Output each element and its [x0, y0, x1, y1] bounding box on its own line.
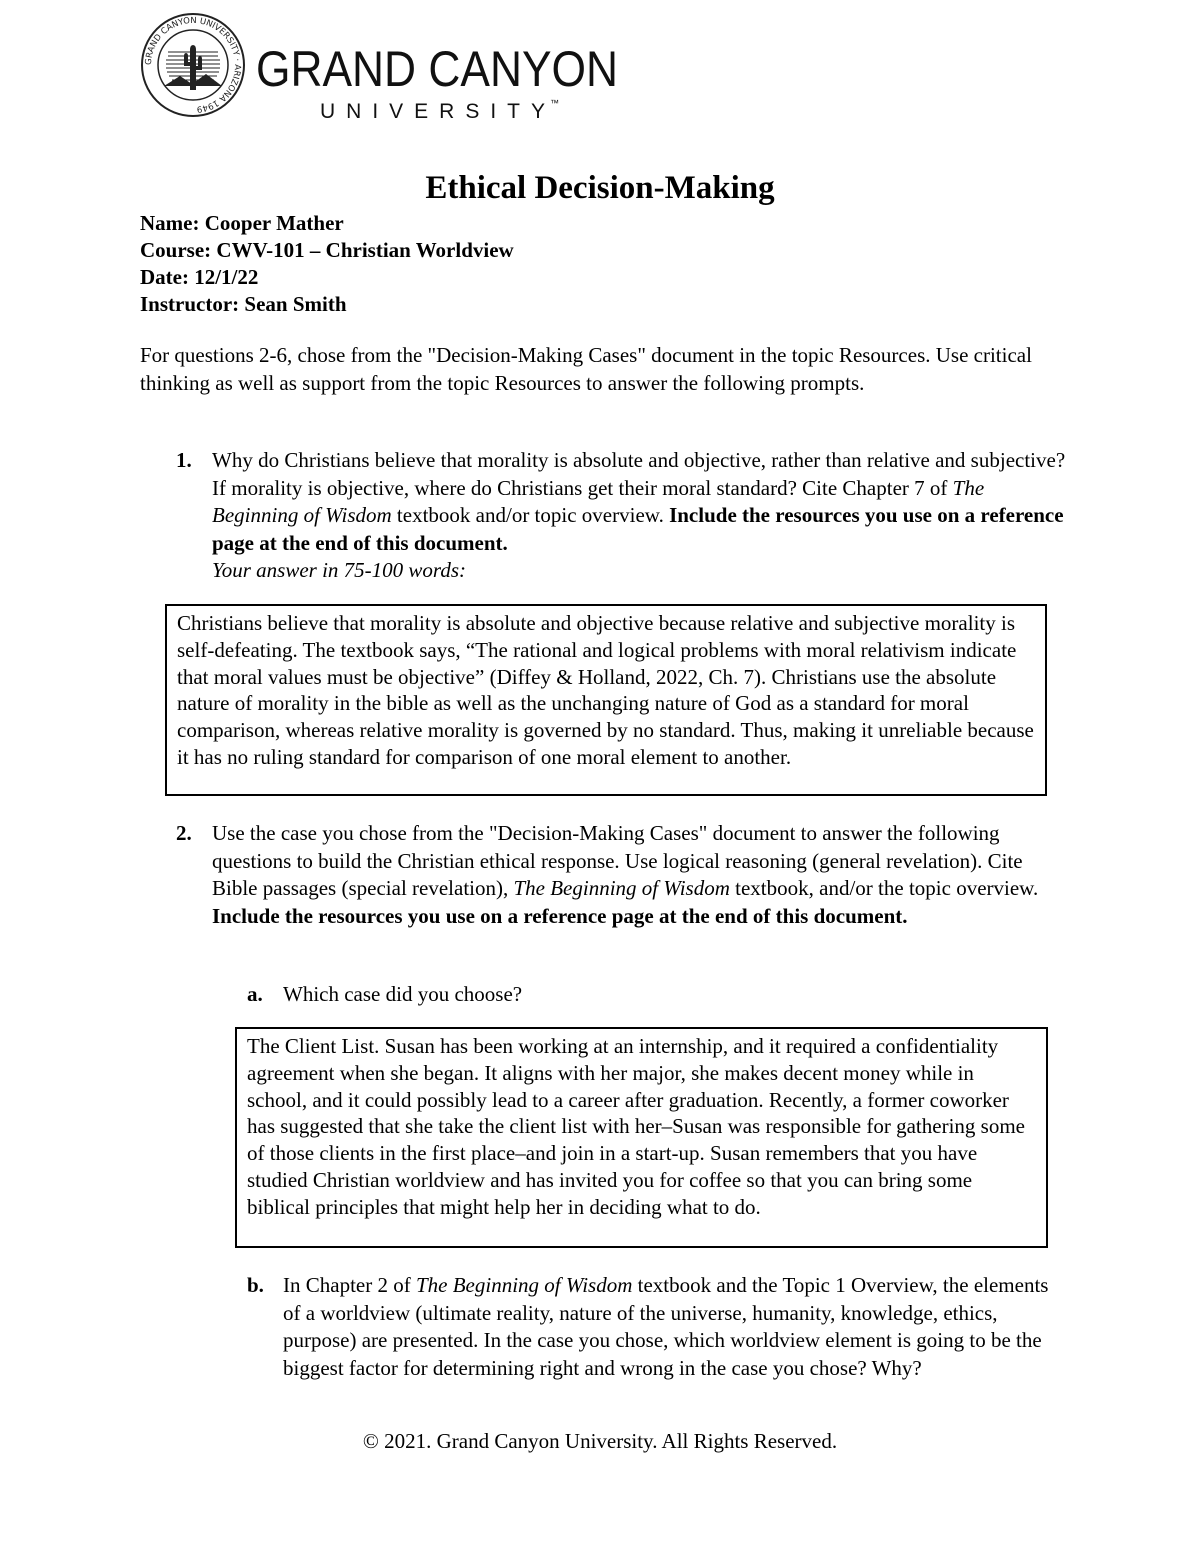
- book-title: The Beginning of Wisdom: [415, 1273, 633, 1297]
- course-name: Course: CWV-101 – Christian Worldview: [140, 238, 514, 262]
- svg-text:™: ™: [550, 98, 559, 108]
- question-text: textbook and/or topic overview.: [391, 503, 670, 527]
- question-text: In Chapter 2 of: [283, 1273, 416, 1297]
- question-1: [176, 447, 1072, 585]
- word-count-prompt: Your answer in 75-100 words:: [212, 558, 466, 582]
- question-letter: a.: [247, 982, 263, 1006]
- svg-text:GRAND CANYON UNIVERSITY · ARIZ: GRAND CANYON UNIVERSITY · ARIZONA 1949: [143, 15, 243, 114]
- document-title: Ethical Decision-Making: [425, 170, 775, 206]
- university-subtitle: [320, 96, 570, 126]
- book-title: The Beginning of Wisdom: [513, 876, 730, 900]
- university-seal-icon: [140, 12, 246, 118]
- question-text: Which case did you choose?: [283, 982, 523, 1006]
- student-name: Name: Cooper Mather: [140, 211, 344, 235]
- instructor-name: Instructor: Sean Smith: [140, 292, 347, 316]
- question-2: [176, 820, 1072, 930]
- university-wordmark: [256, 36, 626, 96]
- student-info: [140, 210, 514, 318]
- question-instruction: Include the resources you use on a reference page at the end of this document.: [212, 503, 1064, 555]
- question-instruction: Include the resources you use on a reference page at the end of this document.: [212, 903, 908, 928]
- question-2b: [247, 1272, 1063, 1382]
- question-text: textbook, and/or the topic overview.: [729, 876, 1039, 900]
- question-text: Use the case you chose from the "Decision-Making Cases" document to answer the following questions to build the Christian ethical response. Use logical reasoning (general revelation). Cite Bible passages (special revelation),: [212, 821, 1023, 900]
- answer-box-2a[interactable]: The Client List. Susan has been working at an internship, and it required a confidentiality agreement when she began. It aligns with her major, she makes decent money while in school, and it could possibly lead to a career after graduation. Recently, a former coworker has suggested that she take the client list with her–Susan was responsible for gathering some of those clients in the first place–and join in a start-up. Susan remembers that you have studied Christian worldview and has invited you for coffee so that you can bring some biblical principles that might help her in deciding what to do.: [235, 1027, 1048, 1248]
- book-title: The Beginning of Wisdom: [212, 475, 985, 527]
- question-number: 2.: [176, 821, 192, 845]
- svg-text:UNIVERSITY: UNIVERSITY: [320, 100, 545, 123]
- question-2a: [247, 981, 1063, 1009]
- answer-box-1[interactable]: Christians believe that morality is absolute and objective because relative and subjective morality is self-defeating. The textbook says, “The rational and logical problems with moral relativism indicate that moral values must be objective” (Diffey & Holland, 2022, Ch. 7). Christians use the absolute nature of morality in the bible as well as the unchanging nature of God as a standard for moral comparison, whereas relative morality is governed by no standard. Thus, making it unreliable because it has no ruling standard for comparison of one moral element to another.: [165, 604, 1047, 796]
- question-number: 1.: [176, 448, 192, 472]
- question-text: textbook and the Topic 1 Overview, the elements of a worldview (ultimate reality, nature of the universe, humanity, knowledge, ethics, purpose) are presented. In the case you chose, which worldview element is going to be the biggest factor for determining right and wrong in the case you chose? Why?: [283, 1273, 1049, 1380]
- copyright-footer: © 2021. Grand Canyon University. All Rights Reserved.: [362, 1429, 838, 1453]
- university-logo: [140, 12, 620, 123]
- instructions-paragraph: For questions 2-6, chose from the "Decision-Making Cases" document in the topic Resources. Use critical thinking as well as support from the topic Resources to answer the following prompts.: [140, 343, 1032, 395]
- question-text: Why do Christians believe that morality is absolute and objective, rather than relative and subjective? If morality is objective, where do Christians get their moral standard? Cite Chapter 7 of: [212, 448, 1066, 500]
- submission-date: Date: 12/1/22: [140, 265, 259, 289]
- svg-text:GRAND CANYON: GRAND CANYON: [256, 41, 618, 96]
- question-letter: b.: [247, 1273, 264, 1297]
